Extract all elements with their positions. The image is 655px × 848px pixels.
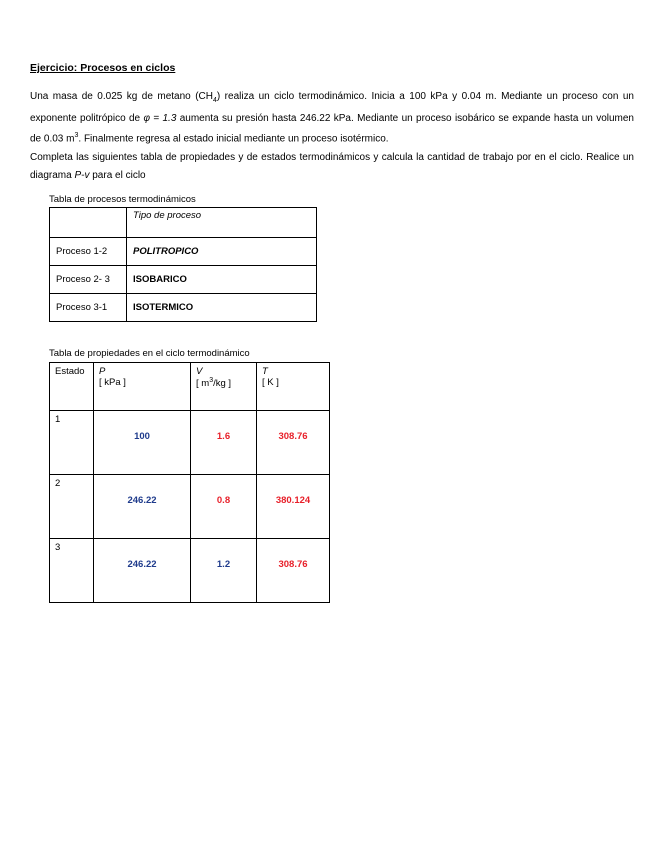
properties-table-caption: Tabla de propiedades en el ciclo termodinámico: [49, 348, 250, 359]
statement-text-b: ) realiza un ciclo termodinámico. Inicia a 100 kPa y 0.04 m. Mediante un proceso con un exponente politrópico de: [30, 91, 634, 124]
pressure-value: 246.22: [94, 475, 191, 539]
estado-cell: 1: [50, 411, 94, 475]
instructions-text-b: para el ciclo: [89, 169, 146, 181]
temperature-header: [257, 363, 330, 411]
temperature-symbol: T: [262, 366, 268, 377]
pressure-value: 100: [94, 411, 191, 475]
temperature-value: 308.76: [257, 539, 330, 603]
process-label: Proceso 2- 3: [50, 266, 127, 294]
estado-cell: 2: [50, 475, 94, 539]
instructions: [30, 149, 634, 184]
volume-header: [191, 363, 257, 411]
pressure-unit: [ kPa ]: [99, 377, 126, 388]
table-row: [50, 208, 317, 238]
polytropic-exponent: φ = 1.3: [143, 112, 177, 124]
process-label: Proceso 1-2: [50, 238, 127, 266]
estado-header: Estado: [50, 363, 94, 411]
table-row: [50, 266, 317, 294]
process-type-header: Tipo de proceso: [127, 208, 317, 238]
volume-unit-sup: 3: [209, 377, 214, 384]
pressure-symbol: P: [99, 366, 106, 377]
problem-statement: [30, 88, 634, 148]
instructions-text-a: Completa las siguientes tabla de propiedades y de estados termodinámicos y calcula la cantidad de trabajo por en el ciclo. Realice un diagrama: [30, 152, 634, 181]
volume-symbol: V: [196, 366, 203, 377]
table-row: [50, 411, 330, 475]
exercise-title: Ejercicio: Procesos en ciclos: [30, 62, 176, 74]
process-type: POLITROPICO: [127, 238, 317, 266]
statement-text-d: . Finalmente regresa al estado inicial mediante un proceso isotérmico.: [78, 133, 389, 145]
estado-cell: 3: [50, 539, 94, 603]
pressure-value: 246.22: [94, 539, 191, 603]
process-label: Proceso 3-1: [50, 294, 127, 322]
process-type: ISOTERMICO: [127, 294, 317, 322]
temperature-value: 308.76: [257, 411, 330, 475]
volume-value: 0.8: [191, 475, 257, 539]
statement-text-a: Una masa de 0.025 kg de metano (CH: [30, 91, 213, 102]
volume-value: 1.2: [191, 539, 257, 603]
table-row: [50, 475, 330, 539]
temperature-value: 380.124: [257, 475, 330, 539]
process-type: ISOBARICO: [127, 266, 317, 294]
table-cell: [50, 208, 127, 238]
volume-unit-b: /kg ]: [213, 378, 232, 390]
temperature-unit: [ K ]: [262, 377, 279, 388]
statement-text-c: aumenta su presión hasta 246.22 kPa. Mediante un proceso isobárico se expande hasta un volumen de 0.03 m: [30, 112, 634, 145]
volume-unit-a: [ m: [196, 378, 210, 390]
process-table: [49, 207, 317, 322]
table-row: [50, 294, 317, 322]
table-row: [50, 363, 330, 411]
table-row: [50, 539, 330, 603]
properties-table: [49, 362, 330, 603]
cubic-superscript: 3: [74, 132, 79, 139]
table-row: [50, 238, 317, 266]
pv-diagram-label: P-v: [74, 169, 90, 181]
methane-subscript: 4: [212, 97, 217, 104]
process-table-caption: Tabla de procesos termodinámicos: [49, 194, 196, 205]
volume-value: 1.6: [191, 411, 257, 475]
pressure-header: [94, 363, 191, 411]
